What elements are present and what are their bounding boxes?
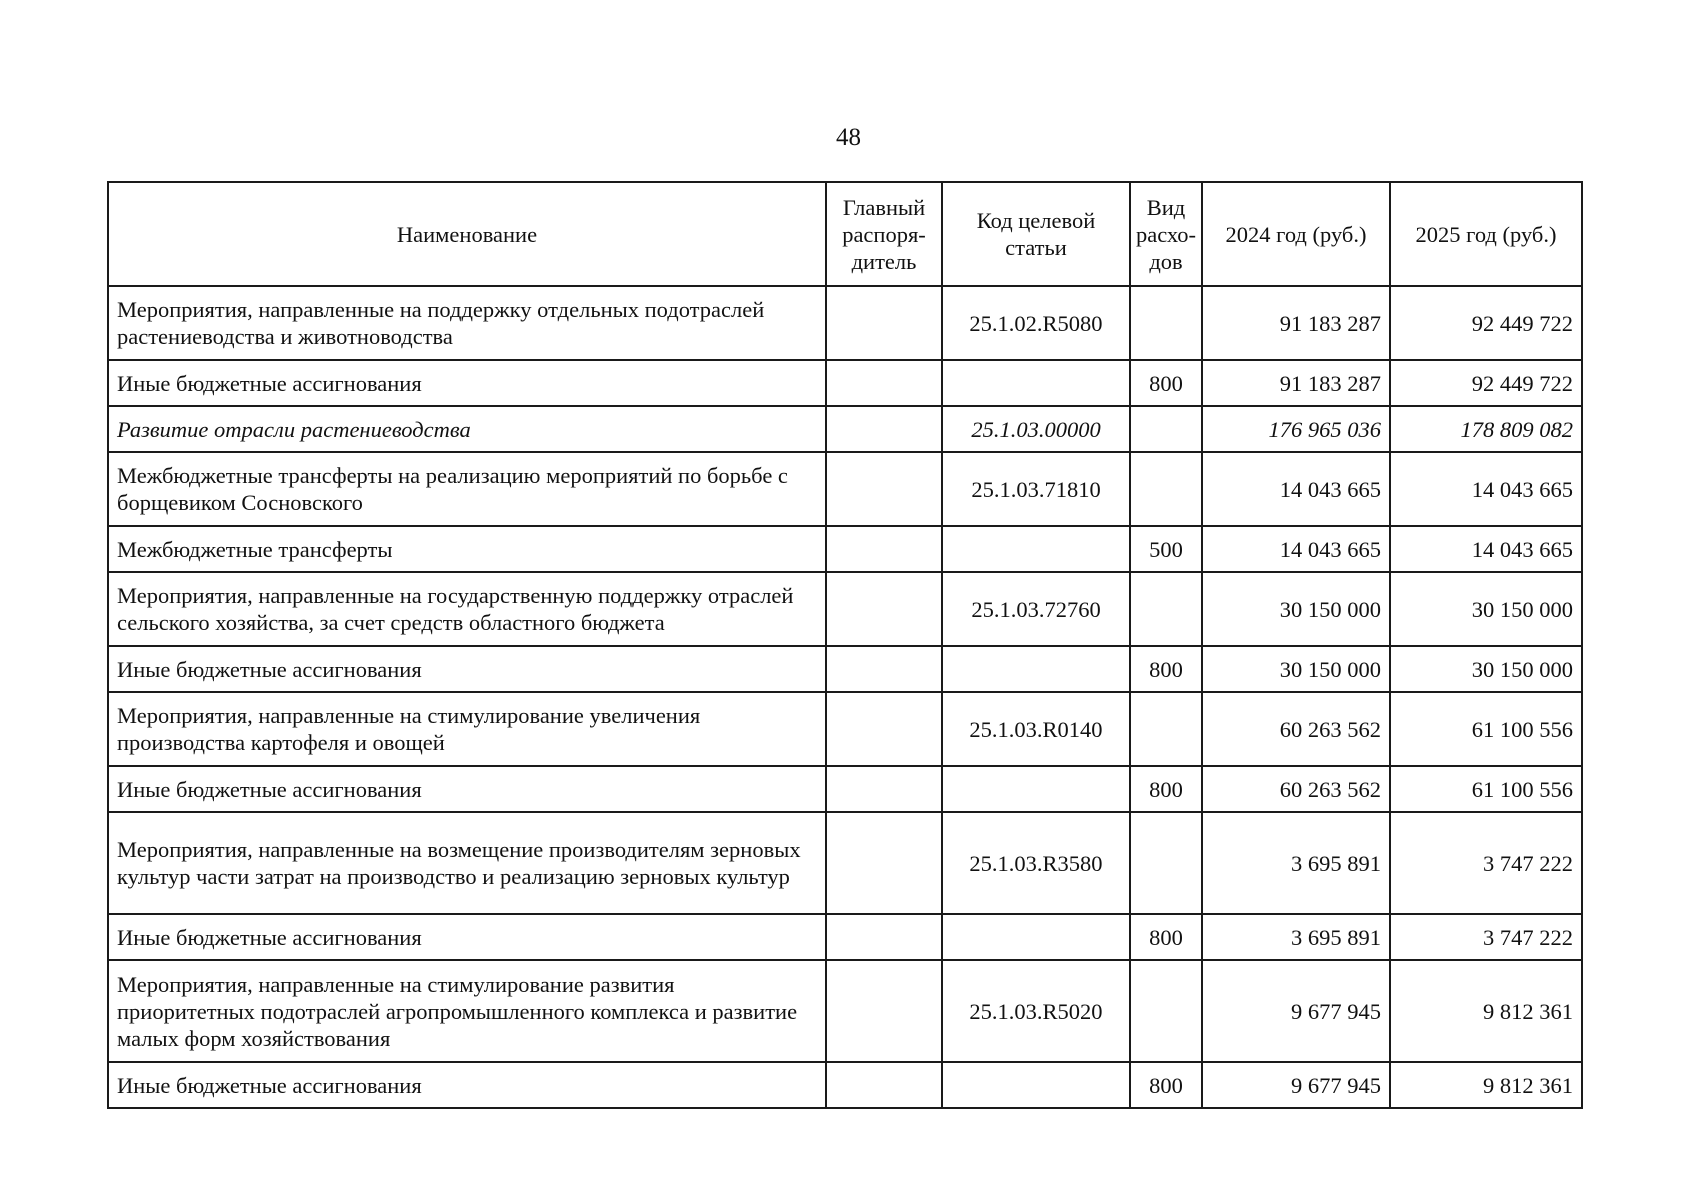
cell-2025: 61 100 556 — [1390, 692, 1582, 766]
table-row — [108, 1062, 1582, 1108]
cell-2024: 3 695 891 — [1202, 914, 1390, 960]
cell-name: Иные бюджетные ассигнования — [108, 766, 826, 812]
header-name: Наименование — [108, 182, 826, 286]
cell-2025: 178 809 082 — [1390, 406, 1582, 452]
cell-kind — [1130, 812, 1202, 914]
table-body — [108, 286, 1582, 1108]
cell-2025: 92 449 722 — [1390, 360, 1582, 406]
cell-code: 25.1.03.00000 — [942, 406, 1130, 452]
cell-2025: 3 747 222 — [1390, 812, 1582, 914]
table-row — [108, 766, 1582, 812]
cell-kind: 800 — [1130, 646, 1202, 692]
header-code: Код целевой статьи — [942, 182, 1130, 286]
cell-name: Мероприятия, направленные на государственную поддержку отраслей сельского хозяйства, за счет средств областного бюджета — [108, 572, 826, 646]
cell-name: Мероприятия, направленные на стимулирование увеличения производства картофеля и овощей — [108, 692, 826, 766]
cell-kind: 500 — [1130, 526, 1202, 572]
cell-2024: 30 150 000 — [1202, 646, 1390, 692]
cell-code: 25.1.03.72760 — [942, 572, 1130, 646]
table-row — [108, 572, 1582, 646]
header-row — [108, 182, 1582, 286]
cell-2024: 91 183 287 — [1202, 286, 1390, 360]
cell-2025: 14 043 665 — [1390, 526, 1582, 572]
cell-kind — [1130, 452, 1202, 526]
cell-code: 25.1.02.R5080 — [942, 286, 1130, 360]
table-row — [108, 452, 1582, 526]
cell-disp — [826, 960, 942, 1062]
cell-2024: 91 183 287 — [1202, 360, 1390, 406]
cell-kind — [1130, 572, 1202, 646]
cell-code — [942, 1062, 1130, 1108]
cell-2025: 92 449 722 — [1390, 286, 1582, 360]
table-row — [108, 812, 1582, 914]
cell-disp — [826, 360, 942, 406]
table-row — [108, 526, 1582, 572]
table-row — [108, 914, 1582, 960]
cell-2025: 30 150 000 — [1390, 646, 1582, 692]
cell-name: Мероприятия, направленные на поддержку отдельных подотраслей растениеводства и животноводства — [108, 286, 826, 360]
cell-kind — [1130, 692, 1202, 766]
cell-2025: 30 150 000 — [1390, 572, 1582, 646]
budget-table — [107, 181, 1583, 1109]
cell-disp — [826, 646, 942, 692]
table-header — [108, 182, 1582, 286]
cell-code: 25.1.03.R0140 — [942, 692, 1130, 766]
cell-kind: 800 — [1130, 914, 1202, 960]
cell-2024: 14 043 665 — [1202, 452, 1390, 526]
cell-name: Развитие отрасли растениеводства — [108, 406, 826, 452]
cell-code: 25.1.03.R5020 — [942, 960, 1130, 1062]
header-kind: Вид расхо-дов — [1130, 182, 1202, 286]
cell-name: Межбюджетные трансферты — [108, 526, 826, 572]
cell-2024: 60 263 562 — [1202, 692, 1390, 766]
cell-code — [942, 766, 1130, 812]
cell-kind: 800 — [1130, 360, 1202, 406]
cell-2025: 61 100 556 — [1390, 766, 1582, 812]
header-disp: Главный распоря-дитель — [826, 182, 942, 286]
cell-disp — [826, 766, 942, 812]
cell-2024: 60 263 562 — [1202, 766, 1390, 812]
cell-disp — [826, 406, 942, 452]
cell-name: Иные бюджетные ассигнования — [108, 360, 826, 406]
cell-disp — [826, 692, 942, 766]
cell-kind — [1130, 406, 1202, 452]
cell-code: 25.1.03.R3580 — [942, 812, 1130, 914]
cell-2025: 14 043 665 — [1390, 452, 1582, 526]
cell-2024: 30 150 000 — [1202, 572, 1390, 646]
cell-2025: 9 812 361 — [1390, 960, 1582, 1062]
cell-name: Иные бюджетные ассигнования — [108, 1062, 826, 1108]
header-2024: 2024 год (руб.) — [1202, 182, 1390, 286]
table-row — [108, 360, 1582, 406]
cell-2024: 176 965 036 — [1202, 406, 1390, 452]
cell-2025: 9 812 361 — [1390, 1062, 1582, 1108]
cell-name: Мероприятия, направленные на стимулирование развития приоритетных подотраслей агропромышленного комплекса и развитие малых форм хозяйствования — [108, 960, 826, 1062]
table-row — [108, 960, 1582, 1062]
cell-disp — [826, 1062, 942, 1108]
cell-2024: 9 677 945 — [1202, 960, 1390, 1062]
cell-code — [942, 914, 1130, 960]
cell-2024: 14 043 665 — [1202, 526, 1390, 572]
cell-disp — [826, 526, 942, 572]
cell-code: 25.1.03.71810 — [942, 452, 1130, 526]
page-number: 48 — [836, 124, 861, 151]
cell-kind: 800 — [1130, 1062, 1202, 1108]
table-row — [108, 692, 1582, 766]
table-row — [108, 286, 1582, 360]
cell-disp — [826, 572, 942, 646]
cell-disp — [826, 914, 942, 960]
cell-disp — [826, 452, 942, 526]
cell-kind — [1130, 960, 1202, 1062]
table-row — [108, 406, 1582, 452]
cell-2024: 9 677 945 — [1202, 1062, 1390, 1108]
cell-code — [942, 646, 1130, 692]
cell-name: Мероприятия, направленные на возмещение производителям зерновых культур части затрат на производство и реализацию зерновых культур — [108, 812, 826, 914]
cell-2025: 3 747 222 — [1390, 914, 1582, 960]
cell-code — [942, 526, 1130, 572]
header-2025: 2025 год (руб.) — [1390, 182, 1582, 286]
cell-name: Межбюджетные трансферты на реализацию мероприятий по борьбе с борщевиком Сосновского — [108, 452, 826, 526]
cell-name: Иные бюджетные ассигнования — [108, 646, 826, 692]
cell-disp — [826, 286, 942, 360]
cell-disp — [826, 812, 942, 914]
table-row — [108, 646, 1582, 692]
cell-2024: 3 695 891 — [1202, 812, 1390, 914]
cell-code — [942, 360, 1130, 406]
cell-name: Иные бюджетные ассигнования — [108, 914, 826, 960]
cell-kind — [1130, 286, 1202, 360]
cell-kind: 800 — [1130, 766, 1202, 812]
